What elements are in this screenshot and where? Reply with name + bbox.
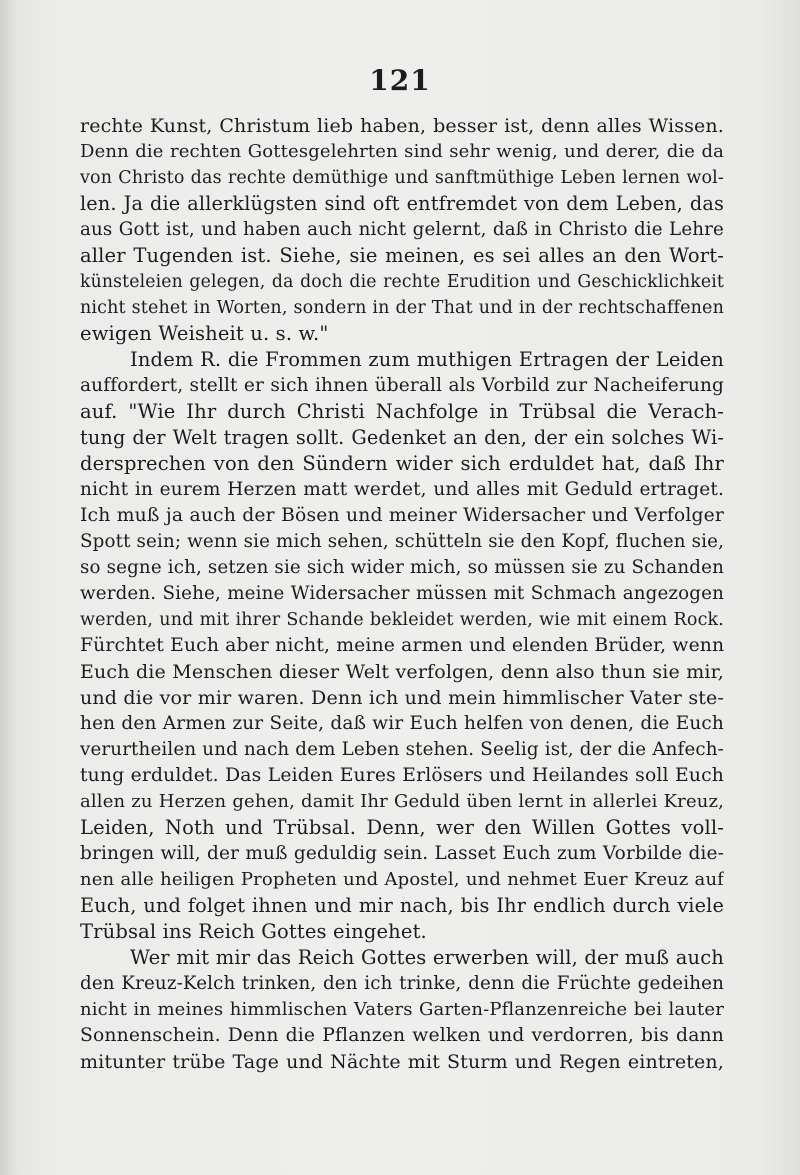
text-line: werden, und mit ihrer Schande bekleidet werden, wie mit einem Rock.	[80, 610, 724, 630]
text-line: Euch, und folget ihnen und mir nach, bis Ihr endlich durch viele	[80, 894, 724, 917]
text-line: nen alle heiligen Propheten und Apostel, und nehmet Euer Kreuz auf	[80, 869, 724, 890]
text-line: aus Gott ist, und haben auch nicht gelernt, daß in Christo die Lehre	[80, 219, 724, 240]
text-line: Fürchtet Euch aber nicht, meine armen und elenden Brüder, wenn	[80, 635, 724, 656]
text-line: tung erduldet. Das Leiden Eures Erlösers und Heilandes soll Euch	[80, 765, 724, 786]
text-line: Leiden, Noth und Trübsal. Denn, wer den Willen Gottes voll-	[80, 816, 724, 839]
page-number: 121	[369, 64, 431, 97]
text-line: den Kreuz-Kelch trinken, den ich trinke, denn die Früchte gedeihen	[80, 973, 724, 994]
text-line: und die vor mir waren. Denn ich und mein himmlischer Vater ste-	[80, 687, 724, 709]
text-line: verurtheilen und nach dem Leben stehen. Seelig ist, der die Anfech-	[80, 739, 724, 760]
text-line: mitunter trübe Tage und Nächte mit Sturm und Regen eintreten,	[80, 1051, 724, 1073]
text-line: tung der Welt tragen sollt. Gedenket an den, der ein solches Wi-	[80, 426, 724, 449]
text-line: Sonnenschein. Denn die Pflanzen welken und verdorren, bis dann	[80, 1025, 724, 1046]
text-line: aller Tugenden ist. Siehe, sie meinen, es sei alles an den Wort-	[80, 244, 724, 267]
text-line: Spott sein; wenn sie mich sehen, schütteln sie den Kopf, fluchen sie,	[80, 531, 724, 552]
text-line: Ich muß ja auch der Bösen und meiner Widersacher und Verfolger	[80, 505, 724, 526]
text-line: so segne ich, setzen sie sich wider mich, so müssen sie zu Schanden	[80, 557, 724, 578]
text-line: bringen will, der muß geduldig sein. Lasset Euch zum Vorbilde die-	[80, 843, 724, 864]
text-line: Euch die Menschen dieser Welt verfolgen, denn also thun sie mir,	[80, 661, 724, 683]
text-line: len. Ja die allerklügsten sind oft entfremdet von dem Leben, das	[80, 192, 724, 215]
text-line: von Christo das rechte demüthige und sanftmüthige Leben lernen wol-	[80, 168, 724, 188]
text-line: ewigen Weisheit u. s. w."	[80, 322, 329, 345]
text-line: werden. Siehe, meine Widersacher müssen mit Schmach angezogen	[80, 583, 724, 604]
text-line: dersprechen von den Sündern wider sich erduldet hat, daß Ihr	[80, 452, 724, 475]
text-line: allen zu Herzen gehen, damit Ihr Geduld üben lernt in allerlei Kreuz,	[80, 791, 724, 812]
text-line: nicht in eurem Herzen matt werdet, und alles mit Geduld ertraget.	[80, 479, 724, 500]
text-line: nicht in meines himmlischen Vaters Garten-Pflanzenreiche bei lauter	[80, 999, 724, 1020]
text-line: Wer mit mir das Reich Gottes erwerben will, der muß auch	[130, 946, 724, 969]
text-line: Denn die rechten Gottesgelehrten sind sehr wenig, und derer, die da	[80, 141, 724, 162]
text-line: rechte Kunst, Christum lieb haben, besser ist, denn alles Wissen.	[80, 115, 724, 137]
text-line: Indem R. die Frommen zum muthigen Ertragen der Leiden	[130, 348, 724, 371]
text-line: Trübsal ins Reich Gottes eingehet.	[80, 920, 427, 943]
text-line: auf. "Wie Ihr durch Christi Nachfolge in Trübsal die Verach-	[80, 400, 724, 423]
text-line: künsteleien gelegen, da doch die rechte Erudition und Geschicklichkeit	[80, 272, 724, 292]
body-text	[80, 113, 724, 1075]
text-line: nicht stehet in Worten, sondern in der That und in der rechtschaffenen	[80, 298, 724, 318]
text-line: auffordert, stellt er sich ihnen überall als Vorbild zur Nacheiferung	[80, 375, 724, 396]
text-line: hen den Armen zur Seite, daß wir Euch helfen von denen, die Euch	[80, 713, 724, 734]
